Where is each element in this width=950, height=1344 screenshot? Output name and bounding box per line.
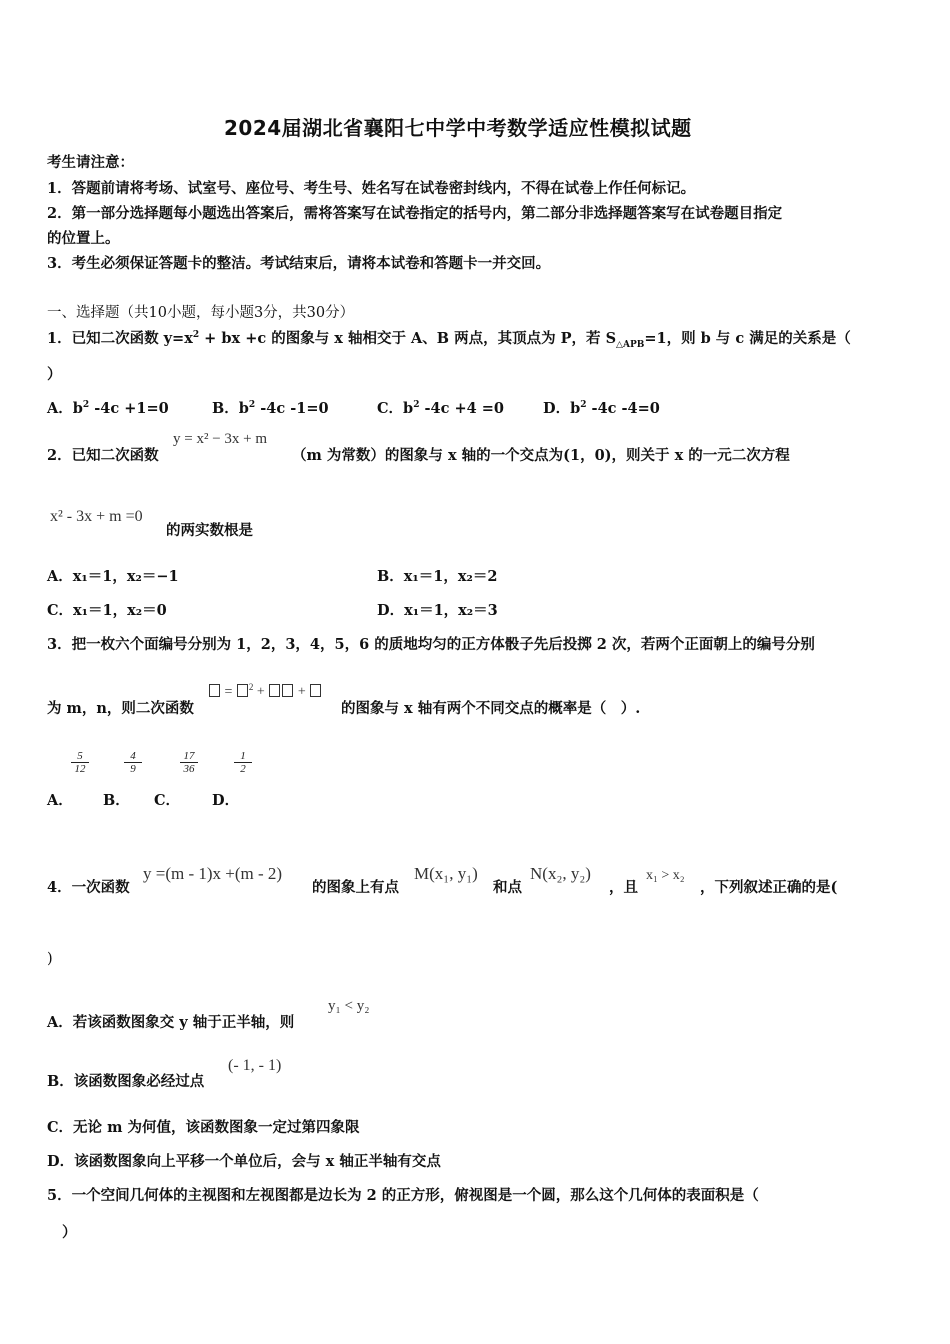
question-2-stem-cont: （m 为常数）的图象与 x 轴的一个交点为(1，0)，则关于 x 的一元二次方程 [292, 447, 790, 464]
question-4-option-a: A．若该函数图象交 y 轴于正半轴，则 [47, 1014, 295, 1031]
question-4-option-b-math: (- 1, - 1) [228, 1057, 282, 1074]
question-3-formula-placeholder: = $^2$ + + [208, 682, 322, 701]
question-2-equation: x² - 3x + m =0 [50, 508, 143, 525]
question-3-fraction-c: $\frac{17}{36}$ [180, 750, 198, 775]
question-4-point-n: N(x₂, y₂) [530, 864, 591, 883]
question-5-stem: 5．一个空间几何体的主视图和左视图都是边长为 2 的正方形，俯视图是一个圆，那么这个几何体的表面积是（ [47, 1187, 759, 1204]
question-4-formula: y =(m - 1)x +(m - 2) [143, 864, 283, 883]
question-2-option-c: C．x₁＝1，x₂＝0 [47, 602, 167, 619]
question-4-stem-and2: ，且 [609, 879, 638, 896]
notice-item: 2．第一部分选择题每小题选出答案后，需将答案写在试卷指定的括号内，第二部分非选择题答案写在试卷题目指定 [47, 205, 783, 222]
question-1-stem: 1．已知二次函数 $y=x^2$ + bx +c 的图象与 x 轴相交于 A、B 两点，其顶点为 P，若 $S_{\triangle APB}=1$，则 b 与 c 满足的关系是（ [47, 330, 851, 350]
section-heading: 一、选择题（共10小题，每小题3分，共30分） [47, 305, 355, 321]
question-2-stem-end: 的两实数根是 [166, 522, 253, 539]
notice-item: 的位置上。 [47, 230, 120, 247]
question-3-option-b: B． [103, 792, 130, 809]
question-4-stem-and: 和点 [493, 879, 522, 896]
question-3-option-a: A． [47, 792, 73, 809]
question-4-option-d: D．该函数图象向上平移一个单位后，会与 x 轴正半轴有交点 [47, 1153, 441, 1170]
question-4-point-m: M(x₁, y₁) [414, 864, 478, 883]
question-4-option-b: B．该函数图象必经过点 [47, 1073, 205, 1090]
question-1-option-d: D．$b^2$ -4c -4=0 [543, 400, 660, 417]
question-3-stem: 3．把一枚六个面编号分别为 1，2，3，4，5，6 的质地均匀的正方体骰子先后投掷 2 次，若两个正面朝上的编号分别 [47, 636, 815, 653]
question-3-option-d: D． [212, 792, 240, 809]
question-4-stem-end: ，下列叙述正确的是( [700, 879, 838, 896]
question-3-stem-cont: 为 m，n，则二次函数 [47, 700, 194, 717]
page-title: 2024届湖北省襄阳七中学中考数学适应性模拟试题 [224, 116, 692, 140]
question-2-option-d: D．x₁＝1，x₂＝3 [377, 602, 498, 619]
question-3-fraction-a: $\frac{5}{12}$ [71, 750, 89, 775]
question-1-option-a: A．$b^2$ -4c +1=0 [47, 400, 169, 417]
question-1-option-c: C．$b^2$ -4c +4 =0 [377, 400, 505, 417]
notice-item: 1．答题前请将考场、试室号、座位号、考生号、姓名写在试卷密封线内，不得在试卷上作任何标记。 [47, 180, 696, 197]
question-2-option-b: B．x₁＝1，x₂＝2 [377, 568, 498, 585]
question-4-paren-close: ) [47, 951, 53, 967]
question-3-fraction-d: $\frac{1}{2}$ [234, 750, 252, 775]
question-2-option-a: A．x₁＝1，x₂＝−1 [47, 568, 179, 585]
question-3-option-c: C． [154, 792, 181, 809]
question-4-stem: 4．一次函数 [47, 879, 130, 896]
question-4-option-a-math: y₁ < y₂ [328, 998, 370, 1014]
question-3-fraction-b: $\frac{4}{9}$ [124, 750, 142, 775]
question-2-formula: y = x² − 3x + m [173, 431, 268, 447]
question-4-option-c: C．无论 m 为何值，该函数图象一定过第四象限 [47, 1119, 360, 1136]
question-4-stem-cont: 的图象上有点 [312, 879, 399, 896]
notice-item: 3．考生必须保证答题卡的整洁。考试结束后，请将本试卷和答题卡一并交回。 [47, 255, 551, 272]
question-4-condition: x₁ > x₂ [646, 868, 685, 883]
question-1-stem-end: ） [47, 366, 62, 383]
notice-heading: 考生请注意： [47, 154, 134, 171]
question-1-option-b: B．$b^2$ -4c -1=0 [212, 400, 329, 417]
question-5-stem-end: ） [62, 1224, 77, 1241]
question-2-stem: 2．已知二次函数 [47, 447, 159, 464]
question-3-stem-end: 的图象与 x 轴有两个不同交点的概率是（ ）. [341, 700, 641, 717]
